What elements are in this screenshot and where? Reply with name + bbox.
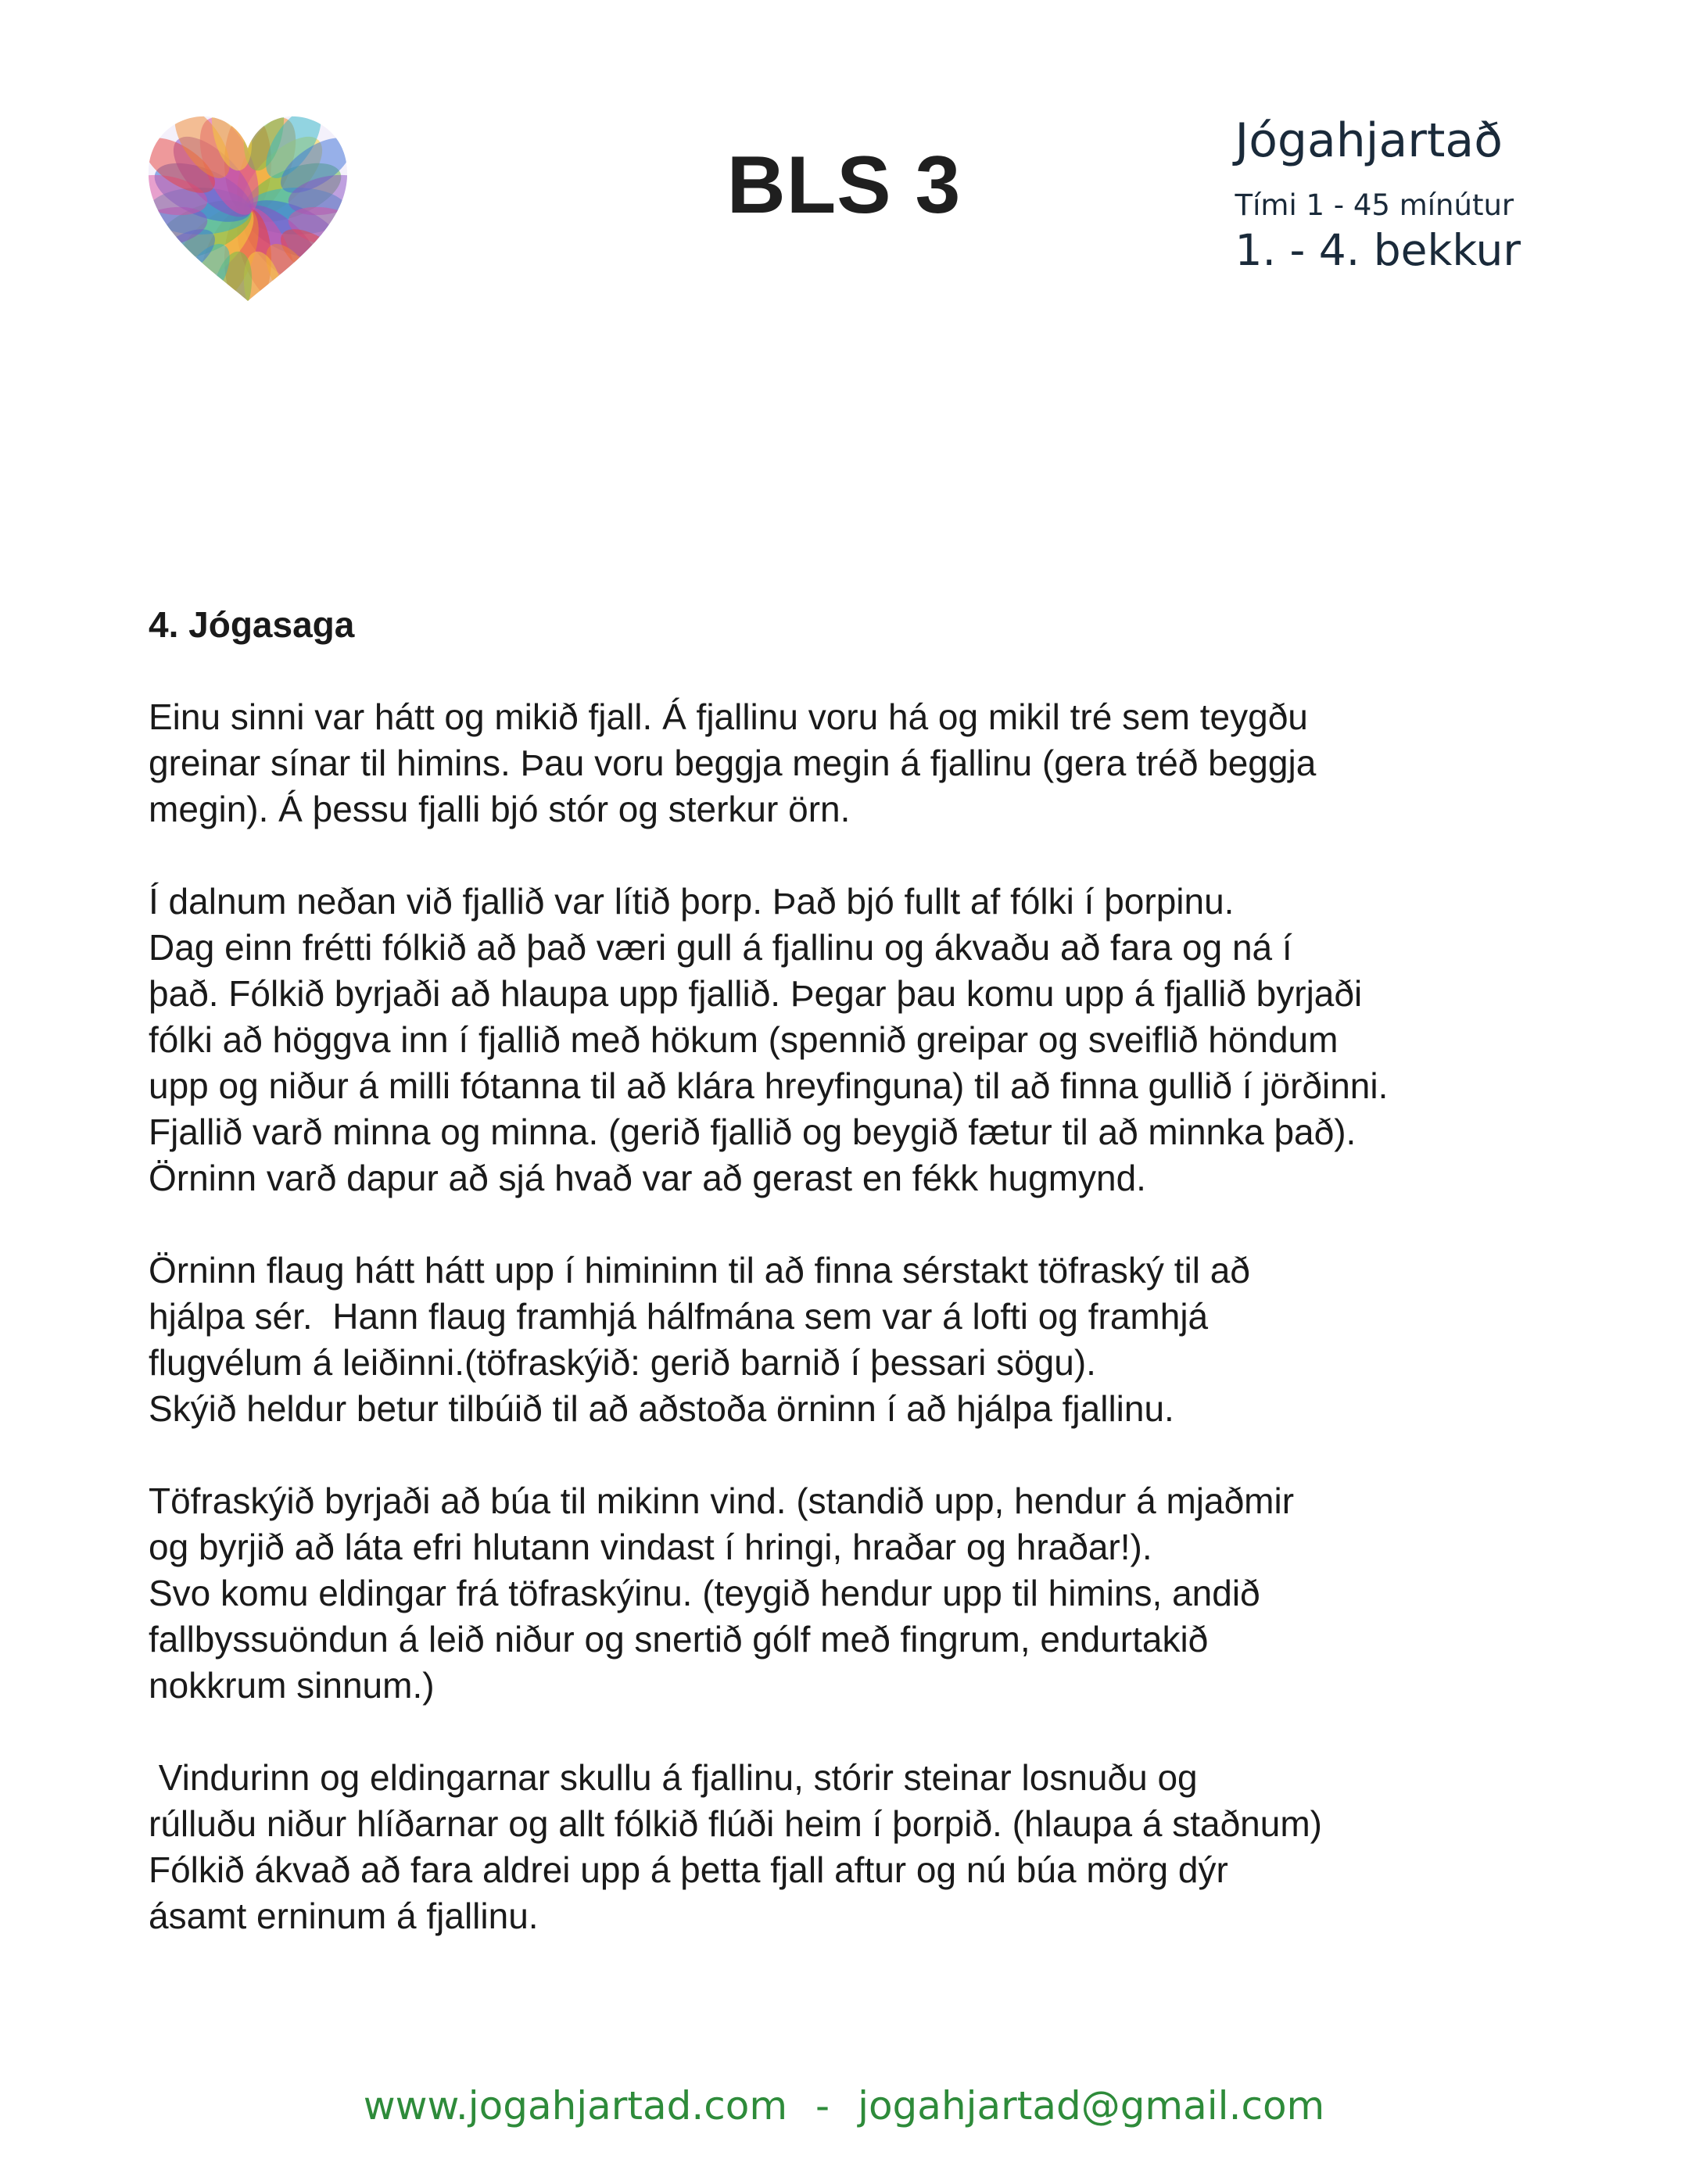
lesson-time: Tími 1 - 45 mínútur [1235,188,1514,222]
story-paragraph [149,1755,1556,1939]
brand-name: Jógahjartað [1235,113,1503,168]
text-line: Fólkið ákvað að fara aldrei upp á þetta fjall aftur og nú búa mörg dýr [149,1849,1228,1890]
text-line: greinar sínar til himins. Þau voru beggja megin á fjallinu (gera tréð beggja [149,743,1317,783]
text-line: hjálpa sér. Hann flaug framhjá hálfmána sem var á lofti og framhjá [149,1296,1209,1337]
email-link[interactable]: jogahjartad@gmail.com [858,2083,1325,2129]
text-line: Skýið heldur betur tilbúið til að aðstoða örninn í að hjálpa fjallinu. [149,1388,1174,1429]
text-line: megin). Á þessu fjalli bjó stór og sterkur örn. [149,789,851,829]
page-number: BLS 3 [726,140,962,231]
text-line: Vindurinn og eldingarnar skullu á fjallinu, stórir steinar losnuðu og [149,1757,1198,1798]
brand-block [1235,113,1521,275]
text-line: fallbyssuöndun á leið niður og snertið gólf með fingrum, endurtakið [149,1619,1209,1659]
footer-separator: - [815,2083,830,2129]
text-line: Töfraskýið byrjaði að búa til mikinn vind. (standið upp, hendur á mjaðmir [149,1480,1295,1521]
text-line: það. Fólkið byrjaði að hlaupa upp fjallið. Þegar þau komu upp á fjallið byrjaði [149,973,1363,1014]
story-paragraph [149,694,1556,832]
footer-contact [0,2083,1688,2129]
website-link[interactable]: www.jogahjartad.com [363,2083,788,2129]
text-line: Í dalnum neðan við fjallið var lítið þorp. Það bjó fullt af fólki í þorpinu. [149,881,1235,922]
section-title: 4. Jógasaga [149,604,355,645]
text-line: Dag einn frétti fólkið að það væri gull á fjallinu og ákvaðu að fara og ná í [149,927,1292,968]
text-line: Örninn varð dapur að sjá hvað var að gerast en fékk hugmynd. [149,1158,1146,1198]
text-line: Örninn flaug hátt hátt upp í himininn til að finna sérstakt töfraský til að [149,1250,1250,1291]
text-line: ásamt erninum á fjallinu. [149,1896,539,1936]
text-line: Svo komu eldingar frá töfraskýinu. (teygið hendur upp til himins, andið [149,1573,1260,1613]
story-paragraph [149,879,1556,1201]
text-line: fólki að höggva inn í fjallið með hökum (spennið greipar og sveiflið höndum [149,1019,1339,1060]
story-paragraph [149,1248,1556,1432]
text-line: Fjallið varð minna og minna. (gerið fjallið og beygið fætur til að minnka það). [149,1112,1356,1152]
story-paragraph [149,1478,1556,1709]
text-line: upp og niður á milli fótanna til að klára hreyfinguna) til að finna gullið í jörðinni. [149,1065,1389,1106]
text-line: rúlluðu niður hlíðarnar og allt fólkið flúði heim í þorpið. (hlaupa á staðnum) [149,1803,1322,1844]
text-line: nokkrum sinnum.) [149,1665,435,1706]
grade-level: 1. - 4. bekkur [1235,225,1521,275]
text-line: og byrjið að láta efri hlutann vindast í hringi, hraðar og hraðar!). [149,1527,1152,1567]
story-content [149,602,1556,1985]
text-line: Einu sinni var hátt og mikið fjall. Á fjallinu voru há og mikil tré sem teygðu [149,696,1308,737]
text-line: flugvélum á leiðinni.(töfraskýið: gerið barnið í þessari sögu). [149,1342,1096,1383]
